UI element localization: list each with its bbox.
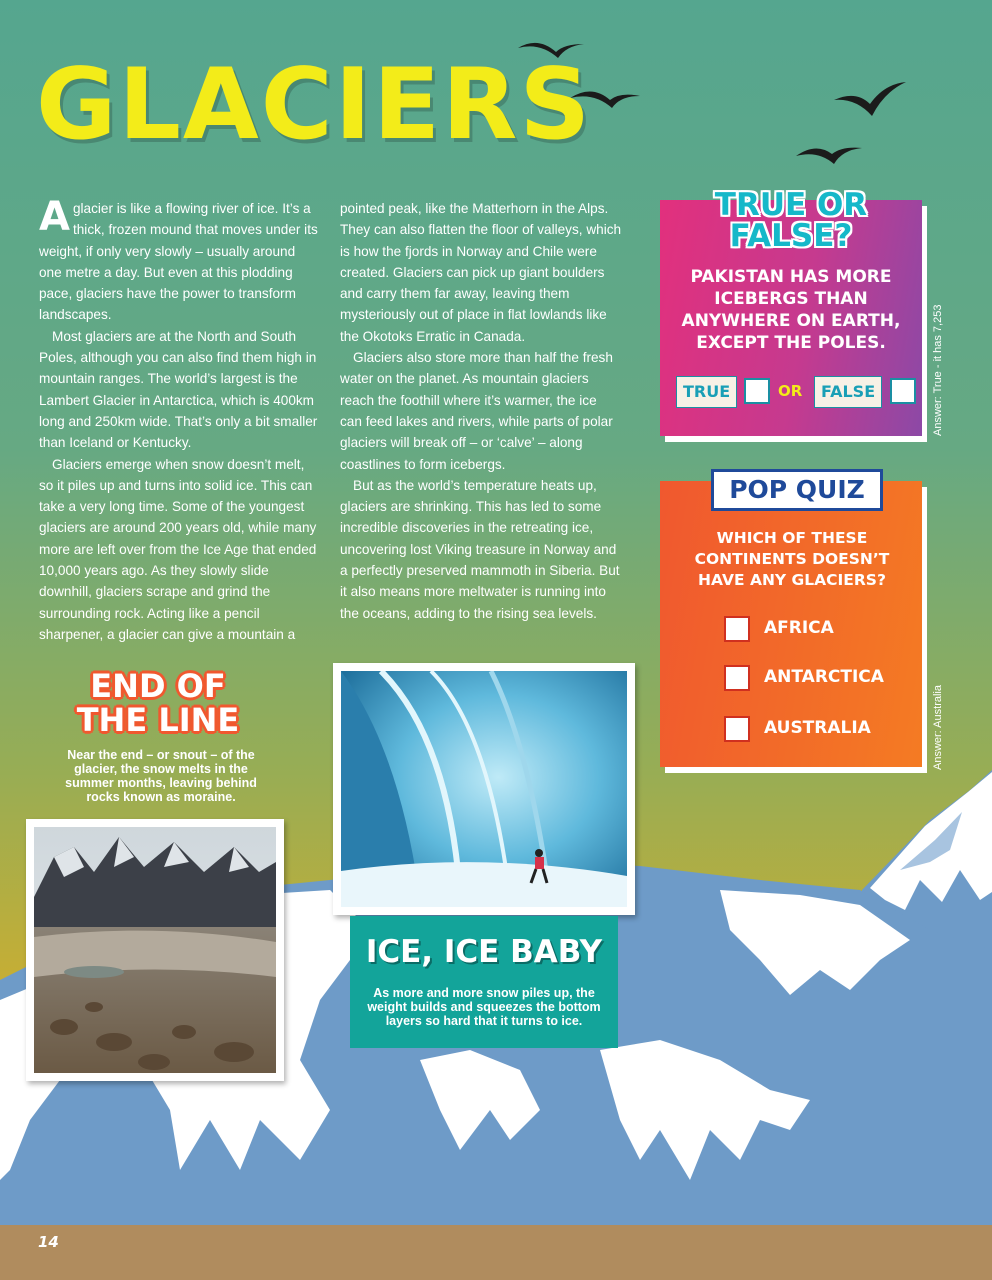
checkbox-icon[interactable] <box>724 616 750 642</box>
false-label: FALSE <box>814 376 882 408</box>
true-false-options <box>676 376 920 408</box>
ice-cave-photo <box>333 663 635 915</box>
false-checkbox[interactable] <box>890 378 916 404</box>
pop-quiz-title: POP QUIZ <box>711 469 883 511</box>
or-label: OR <box>778 382 803 400</box>
moraine-photo <box>26 819 284 1081</box>
magazine-page: GLACIERS A glacier is like a flowing river of ice. It’s a thick, frozen mound that moves under its weight, if only very slowly – usually around one metre a day. But even at this plodding pace, glaciers have the power to transform landscapes. Most glaciers are at the North and South Poles, although you can also find them high in mountain ranges. The world’s largest is the Lambert Glacier in Antarctica, which is 400km long and 250km wide. That’s only a bit smaller than Iceland or Kentucky. Glaciers emerge when snow doesn’t melt, so it piles up and turns into solid ice. This can take a very long time. Some of the youngest glaciers are around 200 years old, while many more are left over from the Ice Age that ended 10,000 years ago. As they slowly slide downhill, glaciers scrape and grind the surrounding rock. Acting like a pencil sharpener, a glacier can give a mountain a pointed peak, like the Matterhorn in the Alps. They can also flatten the floor of valleys, which is how the fjords in Norway and Chile were created. Glaciers can pick up giant boulders and carry them far away, leaving them mysteriously out of place in flat lowlands like the Okotoks Erratic in Canada. Glaciers also store more than half the fresh water on the planet. As mountain glaciers reach the foothill where it’s warmer, the ice can feed lakes and rivers, while parts of polar glaciers will break off – or ‘calve’ – along coastlines to form icebergs. But as the world’s temperature heats up, glaciers are shrinking. This has led to some incredible discoveries in the retreating ice, uncovering lost Viking treasure in Norway and a perfectly preserved mammoth in Siberia. But it also means more meltwater is running into the oceans, adding to the rising sea levels. TRUE OR FALSE? PAKISTAN HAS MORE ICEBERGS THAN ANYWHERE ON EARTH, EXCEPT THE POLES. TRUE OR FALSE Answer: True - it has 7,253 POP QUIZ WHICH OF THESE CONTINENTS DOESN’T HAVE ANY GLACIERS? AFRICA ANTARCTICA AUSTRALIA Answer: Australia END OF THE LINE Near the end – or snout – of the glacier, the snow melts in the summer months, leaving behind rocks known as moraine. ICE, ICE BABY As more and more snow piles up, the weight builds and squeezes the bottom layers so hard that it turns to ice. 14 <box>0 0 992 1280</box>
true-label: TRUE <box>676 376 737 408</box>
pop-quiz-answer: Answer: Australia <box>932 685 944 770</box>
article-column-1 <box>39 194 321 645</box>
true-false-title: TRUE OR FALSE? <box>714 187 868 254</box>
page-number: 14 <box>38 1233 59 1251</box>
end-of-line-caption: Near the end – or snout – of the glacier, the snow melts in the summer months, leaving behind rocks known as moraine. <box>65 748 257 804</box>
checkbox-icon[interactable] <box>724 716 750 742</box>
true-false-question: PAKISTAN HAS MORE ICEBERGS THAN ANYWHERE ON EARTH, EXCEPT THE POLES. <box>681 267 901 353</box>
end-of-line-title: END OF THE LINE <box>76 667 240 739</box>
page-title: GLACIERS <box>36 48 593 162</box>
article-paragraph: Glaciers emerge when snow doesn’t melt, so it piles up and turns into solid ice. This can take a very long time. Some of the youngest glaciers are around 200 years old, while many more are left over from the Ice Age that ended 10,000 years ago. As they slowly slide downhill, glaciers scrape and grind the surrounding rock. Acting like a pencil sharpener, a glacier can give a mountain a <box>39 456 317 642</box>
ice-ice-baby-title: ICE, ICE BABY <box>365 934 603 970</box>
checkbox-icon[interactable] <box>724 665 750 691</box>
article-paragraph-continued: pointed peak, like the Matterhorn in the Alps. They can also flatten the floor of valleys, which is how the fjords in Norway and Chile were created. Glaciers can pick up giant boulders and carry them far away, leaving them mysteriously out of place in flat lowlands like the Okotoks Erratic in Canada. <box>340 201 622 344</box>
pop-quiz-question: WHICH OF THESE CONTINENTS DOESN’T HAVE ANY GLACIERS? <box>694 529 890 589</box>
article-column-2 <box>340 198 622 624</box>
true-false-answer: Answer: True - it has 7,253 <box>932 304 944 436</box>
bird-icon <box>834 82 906 116</box>
article-paragraph: Glaciers also store more than half the fresh water on the planet. As mountain glaciers reach the foothill where it’s warmer, the ice can feed lakes and rivers, while parts of polar glaciers will break off – or ‘calve’ – along coastlines to form icebergs. <box>340 350 613 472</box>
article-paragraph: But as the world’s temperature heats up, glaciers are shrinking. This has led to some incredible discoveries in the retreating ice, uncovering lost Viking treasure in Norway and a perfectly preserved mammoth in Siberia. But it also means more meltwater is running into the oceans, adding to the rising sea levels. <box>340 477 620 621</box>
bird-icon <box>796 148 862 164</box>
ice-ice-baby-caption: As more and more snow piles up, the weight builds and squeezes the bottom layers so hard that it turns to ice. <box>367 986 601 1028</box>
article-paragraph: Most glaciers are at the North and South Poles, although you can also find them high in mountain ranges. The world’s largest is the Lambert Glacier in Antarctica, which is 400km long and 250km wide. That’s only a bit smaller than Iceland or Kentucky. <box>39 328 318 451</box>
article-paragraph: A glacier is like a flowing river of ice. It’s a thick, frozen mound that moves under its weight, if only very slowly – usually around one metre a day. But even at this plodding pace, glaciers have the power to transform landscapes. <box>39 194 318 323</box>
ground-strip <box>0 1225 992 1280</box>
true-checkbox[interactable] <box>744 378 770 404</box>
dropcap-letter: A <box>39 194 70 240</box>
